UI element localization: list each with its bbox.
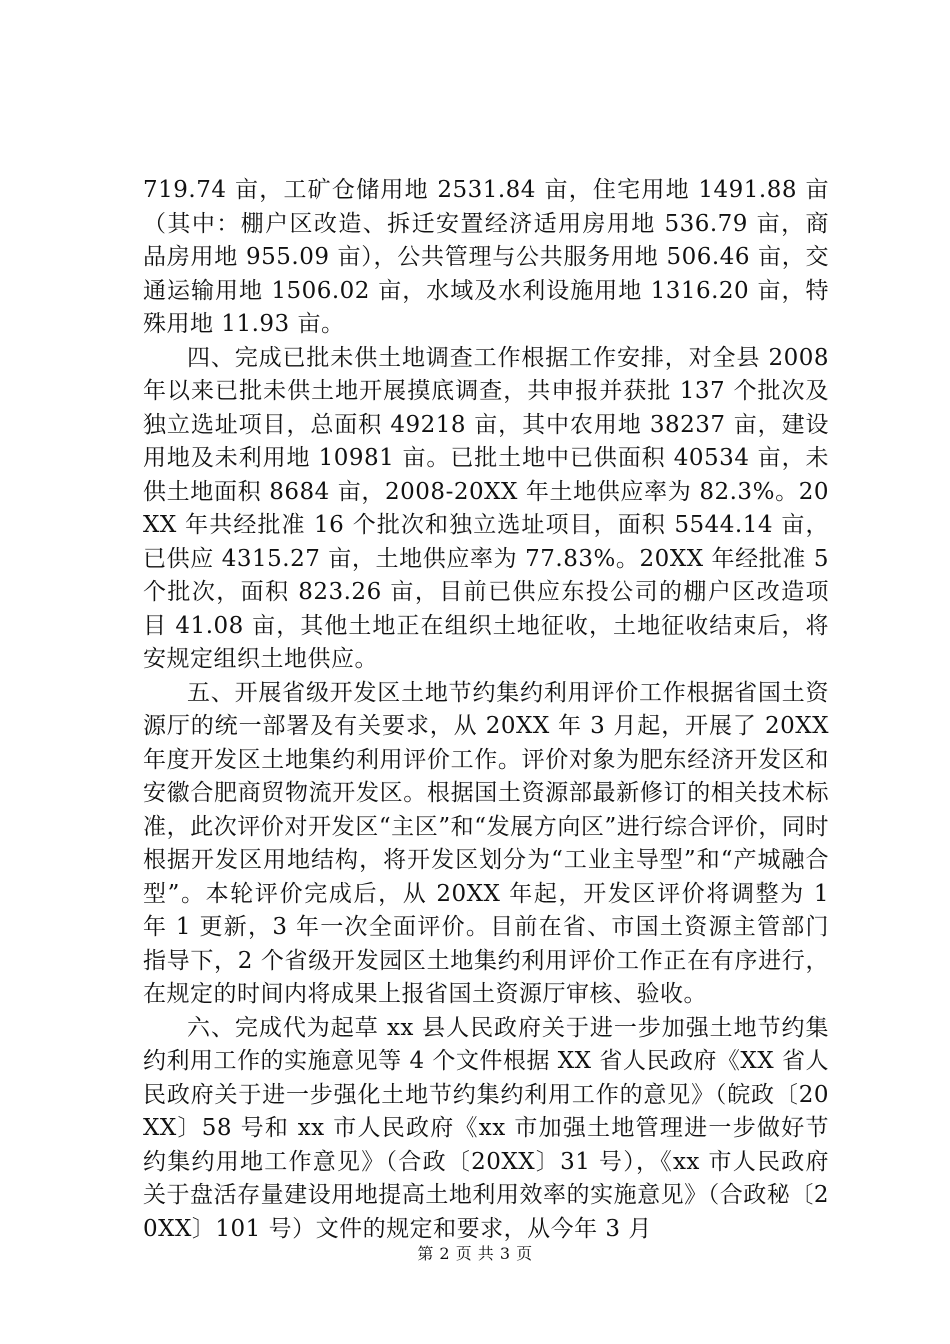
paragraph-land-use-continued: 719.74 亩，工矿仓储用地 2531.84 亩，住宅用地 1491.88 亩（其中：棚户区改造、拆迁安置经济适用房用地 536.79 亩，商品房用地 955.09 亩），公共管理与公共服务用地 506.46 亩，交通运输用地 1506.02 亩，水域及水利设施用地 1316.20 亩，特殊用地 11.93 亩。 — [143, 177, 829, 337]
paragraph-section-six: 六、完成代为起草 xx 县人民政府关于进一步加强土地节约集约利用工作的实施意见等 4 个文件根据 XX 省人民政府《XX 省人民政府关于进一步强化土地节约集约利用工作的意见》（皖政〔20XX〕58 号和 xx 市人民政府《xx 市加强土地管理进一步做好节约集约用地工作意见》（合政〔20XX〕31 号），《xx 市人民政府关于盘活存量建设用地提高土地利用效率的实施意见》（合政秘〔20XX〕101 号）文件的规定和要求，从今年 3 月 — [143, 1014, 829, 1242]
paragraph-section-five: 五、开展省级开发区土地节约集约利用评价工作根据省国土资源厅的统一部署及有关要求，从 20XX 年 3 月起，开展了 20XX 年度开发区土地集约利用评价工作。评价对象为肥东经济开发区和安徽合肥商贸物流开发区。根据国土资源部最新修订的相关技术标准，此次评价对开发区“主区”和“发展方向区”进行综合评价，同时根据开发区用地结构，将开发区划分为“工业主导型”和“产城融合型”。本轮评价完成后，从 20XX 年起，开发区评价将调整为 1 年 1 更新，3 年一次全面评价。目前在省、市国土资源主管部门指导下，2 个省级开发园区土地集约利用评价工作正在有序进行，在规定的时间内将成果上报省国土资源厅审核、验收。 — [143, 679, 829, 1007]
document-body — [143, 174, 829, 1246]
paragraph-section-four: 四、完成已批未供土地调查工作根据工作安排，对全县 2008 年以来已批未供土地开展摸底调查，共申报并获批 137 个批次及独立选址项目，总面积 49218 亩，其中农用地 38237 亩，建设用地及未利用地 10981 亩。已批土地中已供面积 40534 亩，未供土地面积 8684 亩，2008-20XX 年土地供应率为 82.3%。20XX 年共经批准 16 个批次和独立选址项目，面积 5544.14 亩，已供应 4315.27 亩，土地供应率为 77.83%。20XX 年经批准 5 个批次，面积 823.26 亩，目前已供应东投公司的棚户区改造项目 41.08 亩，其他土地正在组织土地征收，土地征收结束后，将安规定组织土地供应。 — [143, 344, 829, 672]
page-footer: 第 2 页 共 3 页 — [417, 1244, 533, 1263]
